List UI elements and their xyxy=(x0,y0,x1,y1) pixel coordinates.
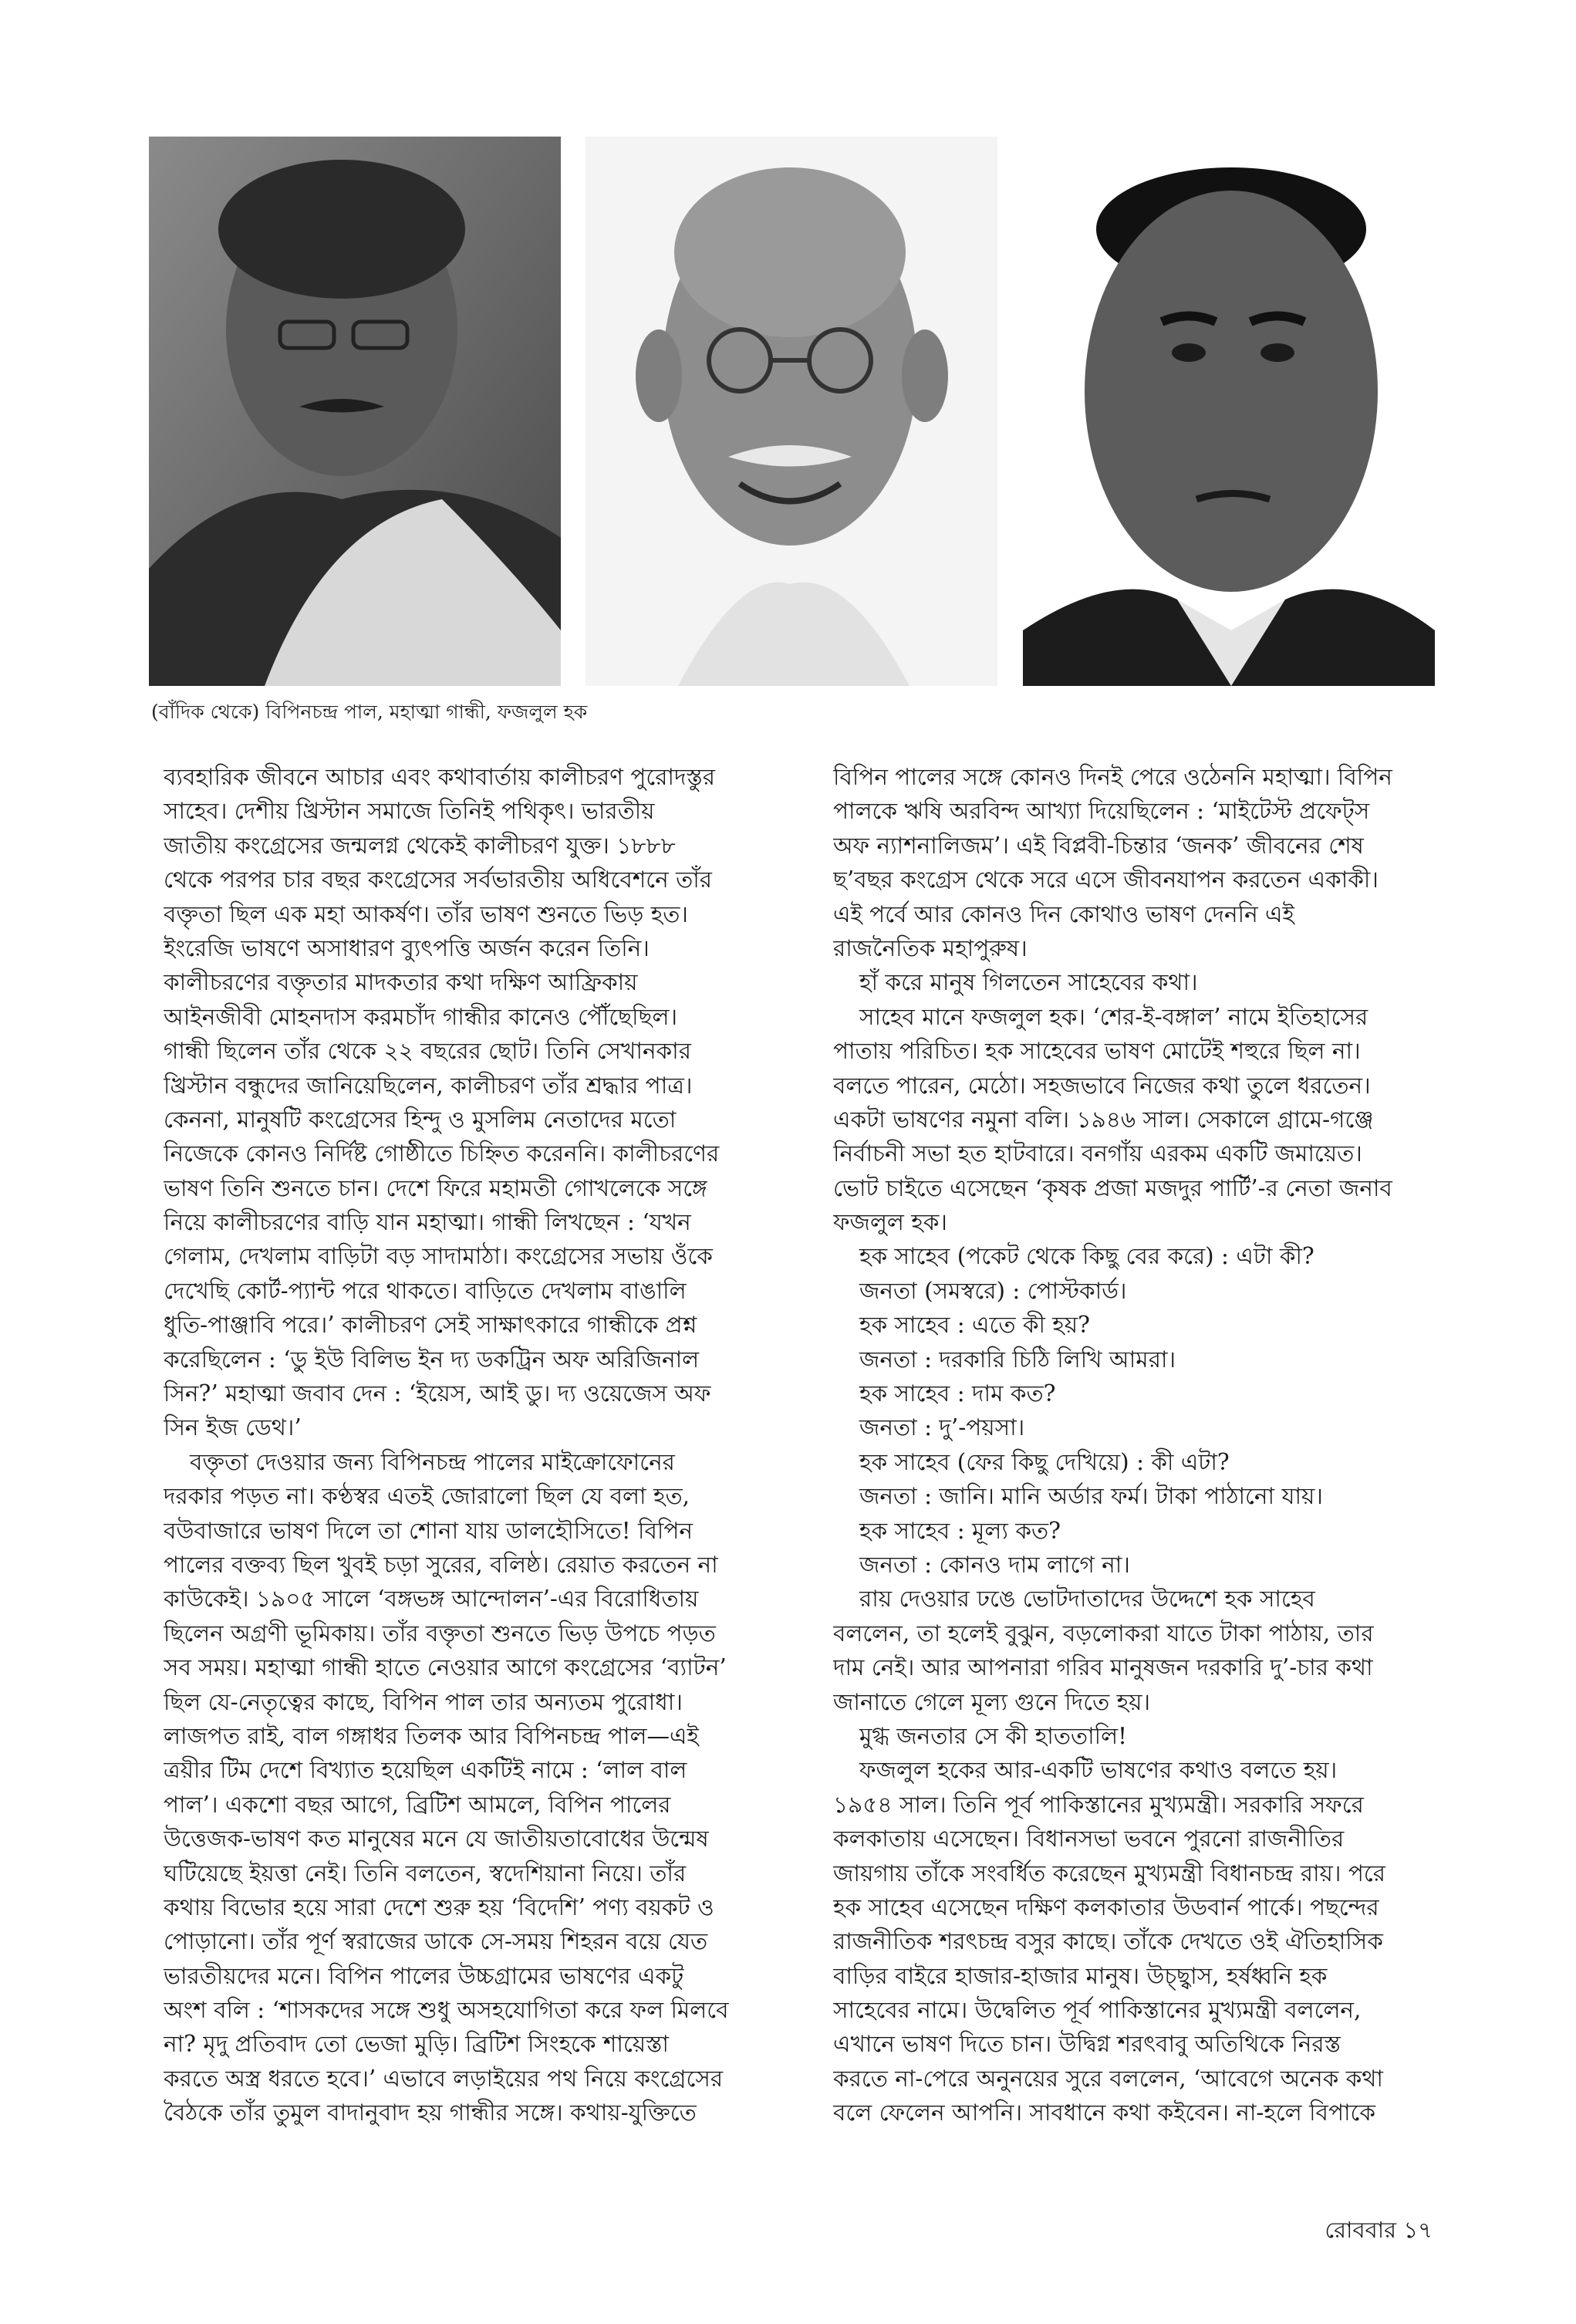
text-line: কথায় বিভোর হয়ে সারা দেশে শুরু হয় ‘বিদেশি’ পণ্য বয়কট ও xyxy=(164,1893,714,1920)
text-line: বক্তৃতা ছিল এক মহা আকর্ষণ। তাঁর ভাষণ শুনতে ভিড় হত। xyxy=(164,900,688,927)
text-line: রায় দেওয়ার ঢঙে ভোটদাতাদের উদ্দেশে হক সাহেব xyxy=(859,1586,1315,1613)
text-line: ঘটিয়েছে ইয়ত্তা নেই। তিনি বলতেন, স্বদেশিয়ানা নিয়ে। তাঁর xyxy=(164,1860,687,1887)
text-line: নিয়ে কালীচরণের বাড়ি যান মহাত্মা। গান্ধী লিখছেন : ‘যখন xyxy=(164,1209,691,1236)
photo-fazlul-huq xyxy=(1023,137,1435,686)
text-line: সাহেব। দেশীয় খ্রিস্টান সমাজে তিনিই পথিকৃৎ। ভারতীয় xyxy=(164,798,655,825)
text-line: পোড়ানো। তাঁর পূর্ণ স্বরাজের ডাকে সে-সময় শিহরন বয়ে যেত xyxy=(164,1928,708,1955)
text-line: করেছিলেন : ‘ডু ইউ বিলিভ ইন দ্য ডকট্রিন অফ অরিজিনাল xyxy=(164,1346,700,1373)
text-line: একটা ভাষণের নমুনা বলি। ১৯৪৬ সাল। সেকালে গ্রামে-গঞ্জে xyxy=(833,1106,1374,1133)
text-line: পাতায় পরিচিত। হক সাহেবের ভাষণ মোটেই শহুরে ছিল না। xyxy=(833,1038,1361,1065)
photo-bipin-chandra-pal xyxy=(149,137,561,686)
text-line: আইনজীবী মোহনদাস করমচাঁদ গান্ধীর কানেও পৌঁছেছিল। xyxy=(164,1003,678,1030)
text-line: হক সাহেব (ফের কিছু দেখিয়ে) : কী এটা? xyxy=(859,1448,1230,1475)
text-line: কাউকেই। ১৯০৫ সালে ‘বঙ্গভঙ্গ আন্দোলন’-এর বিরোধিতায় xyxy=(164,1586,699,1613)
photo-caption: (বাঁদিক থেকে) বিপিনচন্দ্র পাল, মহাত্মা গান্ধী, ফজলুল হক xyxy=(151,701,588,723)
text-line: এই পর্বে আর কোনও দিন কোথাও ভাষণ দেননি এই xyxy=(833,900,1294,927)
text-line: বক্তৃতা দেওয়ার জন্য বিপিনচন্দ্র পালের মাইক্রোফোনের xyxy=(190,1448,675,1475)
text-line: কালীচরণের বক্তৃতার মাদকতার কথা দক্ষিণ আফ্রিকায় xyxy=(164,969,638,996)
text-line: ইংরেজি ভাষণে অসাধারণ ব্যুৎপত্তি অর্জন করেন তিনি। xyxy=(164,934,650,961)
text-line: দাম নেই। আর আপনারা গরিব মানুষজন দরকারি দু’-চার কথা xyxy=(833,1654,1373,1681)
text-line: মুগ্ধ জনতার সে কী হাততালি! xyxy=(859,1722,1127,1749)
text-line: রাজনৈতিক মহাপুরুষ। xyxy=(833,934,1028,961)
text-line: ছ’বছর কংগ্রেস থেকে সরে এসে জীবনযাপন করতেন একাকী। xyxy=(833,866,1379,893)
text-line: ছিল যে-নেতৃত্বের কাছে, বিপিন পাল তার অন্যতম পুরোধা। xyxy=(164,1688,683,1715)
text-line: এখানে ভাষণ দিতে চান। উদ্বিগ্ন শরৎবাবু অতিথিকে নিরস্ত xyxy=(833,2031,1341,2058)
text-line: জনতা (সমস্বরে) : পোস্টকার্ড। xyxy=(859,1277,1127,1304)
text-line: ভাষণ তিনি শুনতে চান। দেশে ফিরে মহামতী গোখলেকে সঙ্গে xyxy=(164,1174,707,1201)
text-line: গান্ধী ছিলেন তাঁর থেকে ২২ বছরের ছোট। তিনি সেখানকার xyxy=(164,1038,691,1065)
text-line: জনতা : দরকারি চিঠি লিখি আমরা। xyxy=(859,1346,1176,1373)
text-line: ফজলুল হকের আর-একটি ভাষণের কথাও বলতে হয়। xyxy=(859,1757,1338,1784)
text-line: হক সাহেব : এতে কী হয়? xyxy=(859,1312,1090,1339)
text-line: বলে ফেলেন আপনি। সাবধানে কথা কইবেন। না-হলে বিপাকে xyxy=(833,2099,1376,2126)
text-line: হাঁ করে মানুষ গিলতেন সাহেবের কথা। xyxy=(859,969,1198,996)
text-line: ফজলুল হক। xyxy=(833,1209,947,1236)
text-line: কলকাতায় এসেছেন। বিধানসভা ভবনে পুরনো রাজনীতির xyxy=(833,1826,1345,1853)
text-line: জনতা : কোনও দাম লাগে না। xyxy=(859,1551,1130,1578)
text-line: জায়গায় তাঁকে সংবর্ধিত করেছেন মুখ্যমন্ত্রী বিধানচন্দ্র রায়। পরে xyxy=(833,1860,1385,1887)
text-line: ব্যবহারিক জীবনে আচার এবং কথাবার্তায় কালীচরণ পুরোদস্তুর xyxy=(164,764,715,790)
text-line: সাহেবের নামে। উদ্বেলিত পূর্ব পাকিস্তানের মুখ্যমন্ত্রী বললেন, xyxy=(833,1997,1362,2024)
text-line: দেখেছি কোর্ট-প্যান্ট পরে থাকতে। বাড়িতে দেখলাম বাঙালি xyxy=(164,1277,687,1304)
text-line: বলতে পারেন, মেঠো। সহজভাবে নিজের কথা তুলে ধরতেন। xyxy=(833,1072,1371,1099)
text-line: সিন?’ মহাত্মা জবাব দেন : ‘ইয়েস, আই ডু। দ্য ওয়েজেস অফ xyxy=(164,1380,711,1407)
text-line: কেননা, মানুষটি কংগ্রেসের হিন্দু ও মুসলিম নেতাদের মতো xyxy=(164,1106,677,1133)
text-line: বিপিন পালের সঙ্গে কোনও দিনই পেরে ওঠেননি মহাত্মা। বিপিন xyxy=(833,764,1392,790)
text-line: জনতা : জানি। মানি অর্ডার ফর্ম। টাকা পাঠানো যায়। xyxy=(859,1483,1323,1510)
text-line: বললেন, তা হলেই বুঝুন, বড়লোকরা যাতে টাকা পাঠায়, তার xyxy=(833,1620,1374,1647)
text-line: ছিলেন অগ্রণী ভূমিকায়। তাঁর বক্তৃতা শুনতে ভিড় উপচে পড়ত xyxy=(164,1620,716,1647)
text-line: পাল’। একশো বছর আগে, ব্রিটিশ আমলে, বিপিন পালের xyxy=(164,1791,671,1818)
page-folio: রোববার ১৭ xyxy=(1325,2217,1433,2243)
text-line: লাজপত রাই, বাল গঙ্গাধর তিলক আর বিপিনচন্দ্র পাল—এই xyxy=(164,1722,699,1749)
text-line: জনতা : দু’-পয়সা। xyxy=(859,1414,1025,1441)
text-line: ত্রয়ীর টিম দেশে বিখ্যাত হয়েছিল একটিই নামে : ‘লাল বাল xyxy=(164,1757,687,1784)
text-line: করতে অস্ত্র ধরতে হবে।’ এভাবে লড়াইয়ের পথ নিয়ে কংগ্রেসের xyxy=(164,2065,724,2092)
text-line: সাহেব মানে ফজলুল হক। ‘শের-ই-বঙ্গাল’ নামে ইতিহাসের xyxy=(859,1003,1368,1030)
text-line: জাতীয় কংগ্রেসের জন্মলগ্ন থেকেই কালীচরণ যুক্ত। ১৮৮৮ xyxy=(164,832,676,859)
text-line: ভারতীয়দের মনে। বিপিন পালের উচ্চগ্রামের ভাষণের একটু xyxy=(164,1962,684,1989)
text-line: সিন ইজ ডেথ।’ xyxy=(164,1414,302,1441)
text-line: হক সাহেব (পকেট থেকে কিছু বের করে) : এটা কী? xyxy=(859,1243,1314,1270)
text-line: বাড়ির বাইরে হাজার-হাজার মানুষ। উচ্ছ্বাস, হর্ষধ্বনি হক xyxy=(833,1962,1328,1989)
text-line: নির্বাচনী সভা হত হাটবারে। বনগাঁয় এরকম একটি জমায়েত। xyxy=(833,1140,1362,1167)
text-line: দরকার পড়ত না। কণ্ঠস্বর এতই জোরালো ছিল যে বলা হত, xyxy=(164,1483,690,1510)
text-line: পালকে ঋষি অরবিন্দ আখ্যা দিয়েছিলেন : ‘মাইটেস্ট প্রফেট্স xyxy=(833,798,1370,825)
text-line: হক সাহেব এসেছেন দক্ষিণ কলকাতার উডবার্ন পার্কে। পছন্দের xyxy=(833,1893,1379,1920)
text-line: রাজনীতিক শরৎচন্দ্র বসুর কাছে। তাঁকে দেখতে ওই ঐতিহাসিক xyxy=(833,1928,1383,1955)
text-line: খ্রিস্টান বন্ধুদের জানিয়েছিলেন, কালীচরণ তাঁর শ্রদ্ধার পাত্র। xyxy=(164,1072,693,1099)
text-line: করতে না-পেরে অনুনয়ের সুরে বললেন, ‘আবেগে অনেক কথা xyxy=(833,2065,1383,2092)
text-line: উত্তেজক-ভাষণ কত মানুষের মনে যে জাতীয়তাবোধের উন্মেষ xyxy=(164,1826,709,1853)
text-line: হক সাহেব : দাম কত? xyxy=(859,1380,1056,1407)
text-line: বৈঠকে তাঁর তুমুল বাদানুবাদ হয় গান্ধীর সঙ্গে। কথায়-যুক্তিতে xyxy=(164,2099,697,2126)
photo-mahatma-gandhi xyxy=(586,137,997,686)
text-line: সব সময়। মহাত্মা গান্ধী হাতে নেওয়ার আগে কংগ্রেসের ‘ব্যাটন’ xyxy=(164,1654,727,1681)
text-line: ধুতি-পাঞ্জাবি পরে।’ কালীচরণ সেই সাক্ষাৎকারে গান্ধীকে প্রশ্ন xyxy=(164,1312,697,1339)
text-line: হক সাহেব : মূল্য কত? xyxy=(859,1517,1061,1544)
text-line: গেলাম, দেখলাম বাড়িটা বড় সাদামাঠা। কংগ্রেসের সভায় ওঁকে xyxy=(164,1243,713,1270)
article-column-right xyxy=(833,760,1456,2130)
text-line: না? মৃদু প্রতিবাদ তো ভেজা মুড়ি। ব্রিটিশ সিংহকে শায়েস্তা xyxy=(164,2031,669,2058)
article-column-left xyxy=(164,760,787,2130)
text-line: অংশ বলি : ‘শাসকদের সঙ্গে শুধু অসহযোগিতা করে ফল মিলবে xyxy=(164,1997,729,2024)
text-line: বউবাজারে ভাষণ দিলে তা শোনা যায় ডালহৌসিতে! বিপিন xyxy=(164,1517,693,1544)
text-line: অফ ন্যাশনালিজম’। এই বিপ্লবী-চিন্তার ‘জনক’ জীবনের শেষ xyxy=(833,832,1364,859)
text-line: নিজেকে কোনও নির্দিষ্ট গোষ্ঠীতে চিহ্নিত করেননি। কালীচরণের xyxy=(164,1140,720,1167)
text-line: পালের বক্তব্য ছিল খুবই চড়া সুরের, বলিষ্ঠ। রেয়াত করতেন না xyxy=(164,1551,718,1578)
text-line: ভোট চাইতে এসেছেন ‘কৃষক প্রজা মজদুর পার্টি’-র নেতা জনাব xyxy=(833,1174,1392,1201)
text-line: জানাতে গেলে মূল্য গুনে দিতে হয়। xyxy=(833,1688,1151,1715)
text-line: ১৯৫৪ সাল। তিনি পূর্ব পাকিস্তানের মুখ্যমন্ত্রী। সরকারি সফরে xyxy=(833,1791,1364,1818)
text-line: থেকে পরপর চার বছর কংগ্রেসের সর্বভারতীয় অধিবেশনে তাঁর xyxy=(164,866,713,893)
